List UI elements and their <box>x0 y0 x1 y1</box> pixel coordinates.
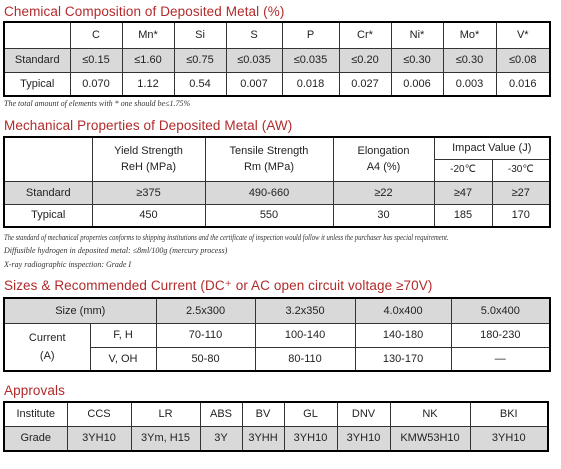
mech-cell: 490-660 <box>205 181 333 204</box>
chem-header-cell: Si <box>174 22 226 48</box>
mech-cell: 450 <box>92 204 205 227</box>
mech-header-row-1 <box>4 137 550 159</box>
mech-cell: 30 <box>333 204 434 227</box>
chem-header-cell: S <box>226 22 282 48</box>
grade-cell: KMW53H10 <box>390 426 470 451</box>
chem-cell: ≤0.75 <box>174 48 226 72</box>
temp-header-30: -30℃ <box>492 159 550 181</box>
chem-cell: 0.006 <box>391 72 443 96</box>
yield-header-line2: ReH (MPa) <box>120 161 176 174</box>
row-label: Standard <box>4 48 70 72</box>
mech-row-standard <box>4 181 550 204</box>
grade-label: Grade <box>4 426 67 451</box>
institute-cell: CCS <box>67 402 131 426</box>
chem-cell: ≤0.08 <box>496 48 550 72</box>
grade-cell: 3Y <box>200 426 242 451</box>
mech-cell: ≥47 <box>434 181 492 204</box>
current-unit: (A) <box>39 349 55 362</box>
current-cell: 80-110 <box>255 347 355 371</box>
chem-header-row <box>4 22 550 48</box>
chem-note: The total amount of elements with * one should be≤1.75% <box>4 99 191 108</box>
chem-cell: 0.018 <box>282 72 339 96</box>
grade-cell: 3YHH <box>242 426 284 451</box>
current-cell: 70-110 <box>156 323 255 347</box>
row-label: Typical <box>4 72 70 96</box>
sizes-table <box>3 297 551 372</box>
current-cell: 180-230 <box>451 323 550 347</box>
mech-table <box>3 136 551 228</box>
approvals-title: Approvals <box>4 383 65 398</box>
size-cell: 5.0x400 <box>451 298 550 323</box>
mech-note-3: X-ray radiographic inspection: Grade I <box>4 260 132 269</box>
size-cell: 2.5x300 <box>156 298 255 323</box>
current-cell: 140-180 <box>355 323 451 347</box>
elongation-header-line2: A4 (%) <box>366 161 401 174</box>
size-label: Size (mm) <box>4 298 156 323</box>
tensile-header <box>205 137 333 181</box>
chem-cell: 1.12 <box>122 72 174 96</box>
institute-cell: DNV <box>337 402 390 426</box>
chem-header-cell: C <box>70 22 122 48</box>
chem-cell: ≤0.20 <box>339 48 391 72</box>
chem-cell: 0.003 <box>443 72 496 96</box>
chem-cell: ≤0.035 <box>226 48 282 72</box>
institute-cell: LR <box>131 402 200 426</box>
elongation-header <box>333 137 434 181</box>
position-label: F, H <box>90 323 156 347</box>
size-cell: 4.0x400 <box>355 298 451 323</box>
row-label: Standard <box>4 181 92 204</box>
chem-cell: ≤0.30 <box>391 48 443 72</box>
chem-cell: 0.027 <box>339 72 391 96</box>
institute-cell: BKI <box>470 402 548 426</box>
chem-cell: 0.070 <box>70 72 122 96</box>
sizes-row-fh <box>4 323 550 347</box>
elongation-header-line1: Elongation <box>357 145 410 158</box>
institute-cell: ABS <box>200 402 242 426</box>
chem-row-typical <box>4 72 550 96</box>
chem-cell: 0.016 <box>496 72 550 96</box>
approvals-table <box>3 401 549 452</box>
chem-header-cell: P <box>282 22 339 48</box>
sizes-title: Sizes & Recommended Current (DC⁺ or AC open circuit voltage ≥70V) <box>4 278 433 293</box>
position-label: V, OH <box>90 347 156 371</box>
grade-cell: 3YH10 <box>337 426 390 451</box>
tensile-header-line2: Rm (MPa) <box>243 161 295 174</box>
chem-header-cell: V* <box>496 22 550 48</box>
grade-cell: 3Ym, H15 <box>131 426 200 451</box>
chem-header-cell: Mn* <box>122 22 174 48</box>
institute-label: Institute <box>4 402 67 426</box>
mech-cell: 170 <box>492 204 550 227</box>
chem-cell: ≤0.15 <box>70 48 122 72</box>
approvals-institute-row <box>4 402 548 426</box>
current-cell: 130-170 <box>355 347 451 371</box>
grade-cell: 3YH10 <box>470 426 548 451</box>
chem-cell: ≤0.30 <box>443 48 496 72</box>
chem-header-cell: Cr* <box>339 22 391 48</box>
yield-header-line1: Yield Strength <box>114 145 183 158</box>
chem-table <box>3 21 551 97</box>
temp-header-20: -20℃ <box>434 159 492 181</box>
institute-cell: NK <box>390 402 470 426</box>
sizes-header-row <box>4 298 550 323</box>
current-label-cell <box>4 323 90 371</box>
institute-cell: GL <box>284 402 337 426</box>
grade-cell: 3YH10 <box>284 426 337 451</box>
mech-note-1: The standard of mechanical properties conforms to shipping institutions and the certificate of inspection would follow it unless the purchaser has special requirement. <box>4 233 449 242</box>
mech-cell: ≥27 <box>492 181 550 204</box>
row-label: Typical <box>4 204 92 227</box>
mech-row-typical <box>4 204 550 227</box>
chem-cell: 0.007 <box>226 72 282 96</box>
chem-header-blank <box>4 22 70 48</box>
mech-cell: 550 <box>205 204 333 227</box>
institute-cell: BV <box>242 402 284 426</box>
chem-cell: 0.54 <box>174 72 226 96</box>
chem-title: Chemical Composition of Deposited Metal (%) <box>4 4 285 19</box>
grade-cell: 3YH10 <box>67 426 131 451</box>
current-cell: — <box>451 347 550 371</box>
tensile-header-line1: Tensile Strength <box>229 145 309 158</box>
chem-header-cell: Mo* <box>443 22 496 48</box>
size-cell: 3.2x350 <box>255 298 355 323</box>
yield-header <box>92 137 205 181</box>
chem-cell: ≤1.60 <box>122 48 174 72</box>
mech-cell: ≥22 <box>333 181 434 204</box>
mech-title: Mechanical Properties of Deposited Metal (AW) <box>4 118 293 133</box>
chem-header-cell: Ni* <box>391 22 443 48</box>
current-cell: 100-140 <box>255 323 355 347</box>
mech-cell: ≥375 <box>92 181 205 204</box>
mech-note-2: Diffusible hydrogen in deposited metal: ≤8ml/100g (mercury process) <box>4 246 228 255</box>
current-cell: 50-80 <box>156 347 255 371</box>
impact-header: Impact Value (J) <box>434 137 550 159</box>
approvals-grade-row <box>4 426 548 451</box>
mech-cell: 185 <box>434 204 492 227</box>
chem-row-standard <box>4 48 550 72</box>
current-label: Current <box>28 331 66 344</box>
mech-header-blank <box>4 137 92 181</box>
chem-cell: ≤0.035 <box>282 48 339 72</box>
